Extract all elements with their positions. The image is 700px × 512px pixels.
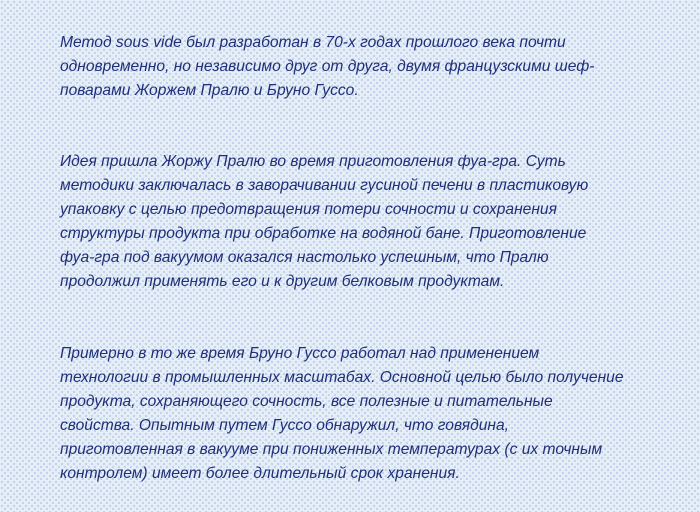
text-line: технологии в промышленных масштабах. Основной целью было получение bbox=[60, 369, 624, 386]
text-line: Метод sous vide был разработан в 70-х годах прошлого века почти bbox=[60, 34, 566, 51]
text-line: продолжил применять его и к другим белковым продуктам. bbox=[60, 273, 505, 290]
paragraph-history bbox=[60, 31, 660, 103]
paragraph-goussault bbox=[60, 342, 660, 486]
text-line: контролем) имеет более длительный срок хранения. bbox=[60, 465, 460, 482]
paragraph-pralus bbox=[60, 150, 660, 294]
text-line: методики заключалась в заворачивании гусиной печени в пластиковую bbox=[60, 177, 589, 194]
text-line: фуа-гра под вакуумом оказался настолько успешным, что Пралю bbox=[60, 249, 549, 266]
text-line: одновременно, но независимо друг от друга, двумя французскими шеф- bbox=[60, 58, 595, 75]
text-line: свойства. Опытным путем Гуссо обнаружил, что говядина, bbox=[60, 417, 509, 434]
text-line: Примерно в то же время Бруно Гуссо работал над применением bbox=[60, 345, 540, 362]
text-line: структуры продукта при обработке на водяной бане. Приготовление bbox=[60, 225, 587, 242]
text-line: упаковку с целью предотвращения потери сочности и сохранения bbox=[60, 201, 557, 218]
text-line: поварами Жоржем Пралю и Бруно Гуссо. bbox=[60, 82, 359, 99]
text-line: продукта, сохраняющего сочность, все полезные и питательные bbox=[60, 393, 553, 410]
text-line: приготовленная в вакууме при пониженных температурах (с их точным bbox=[60, 441, 603, 458]
text-line: Идея пришла Жоржу Пралю во время приготовления фуа-гра. Суть bbox=[60, 153, 566, 170]
